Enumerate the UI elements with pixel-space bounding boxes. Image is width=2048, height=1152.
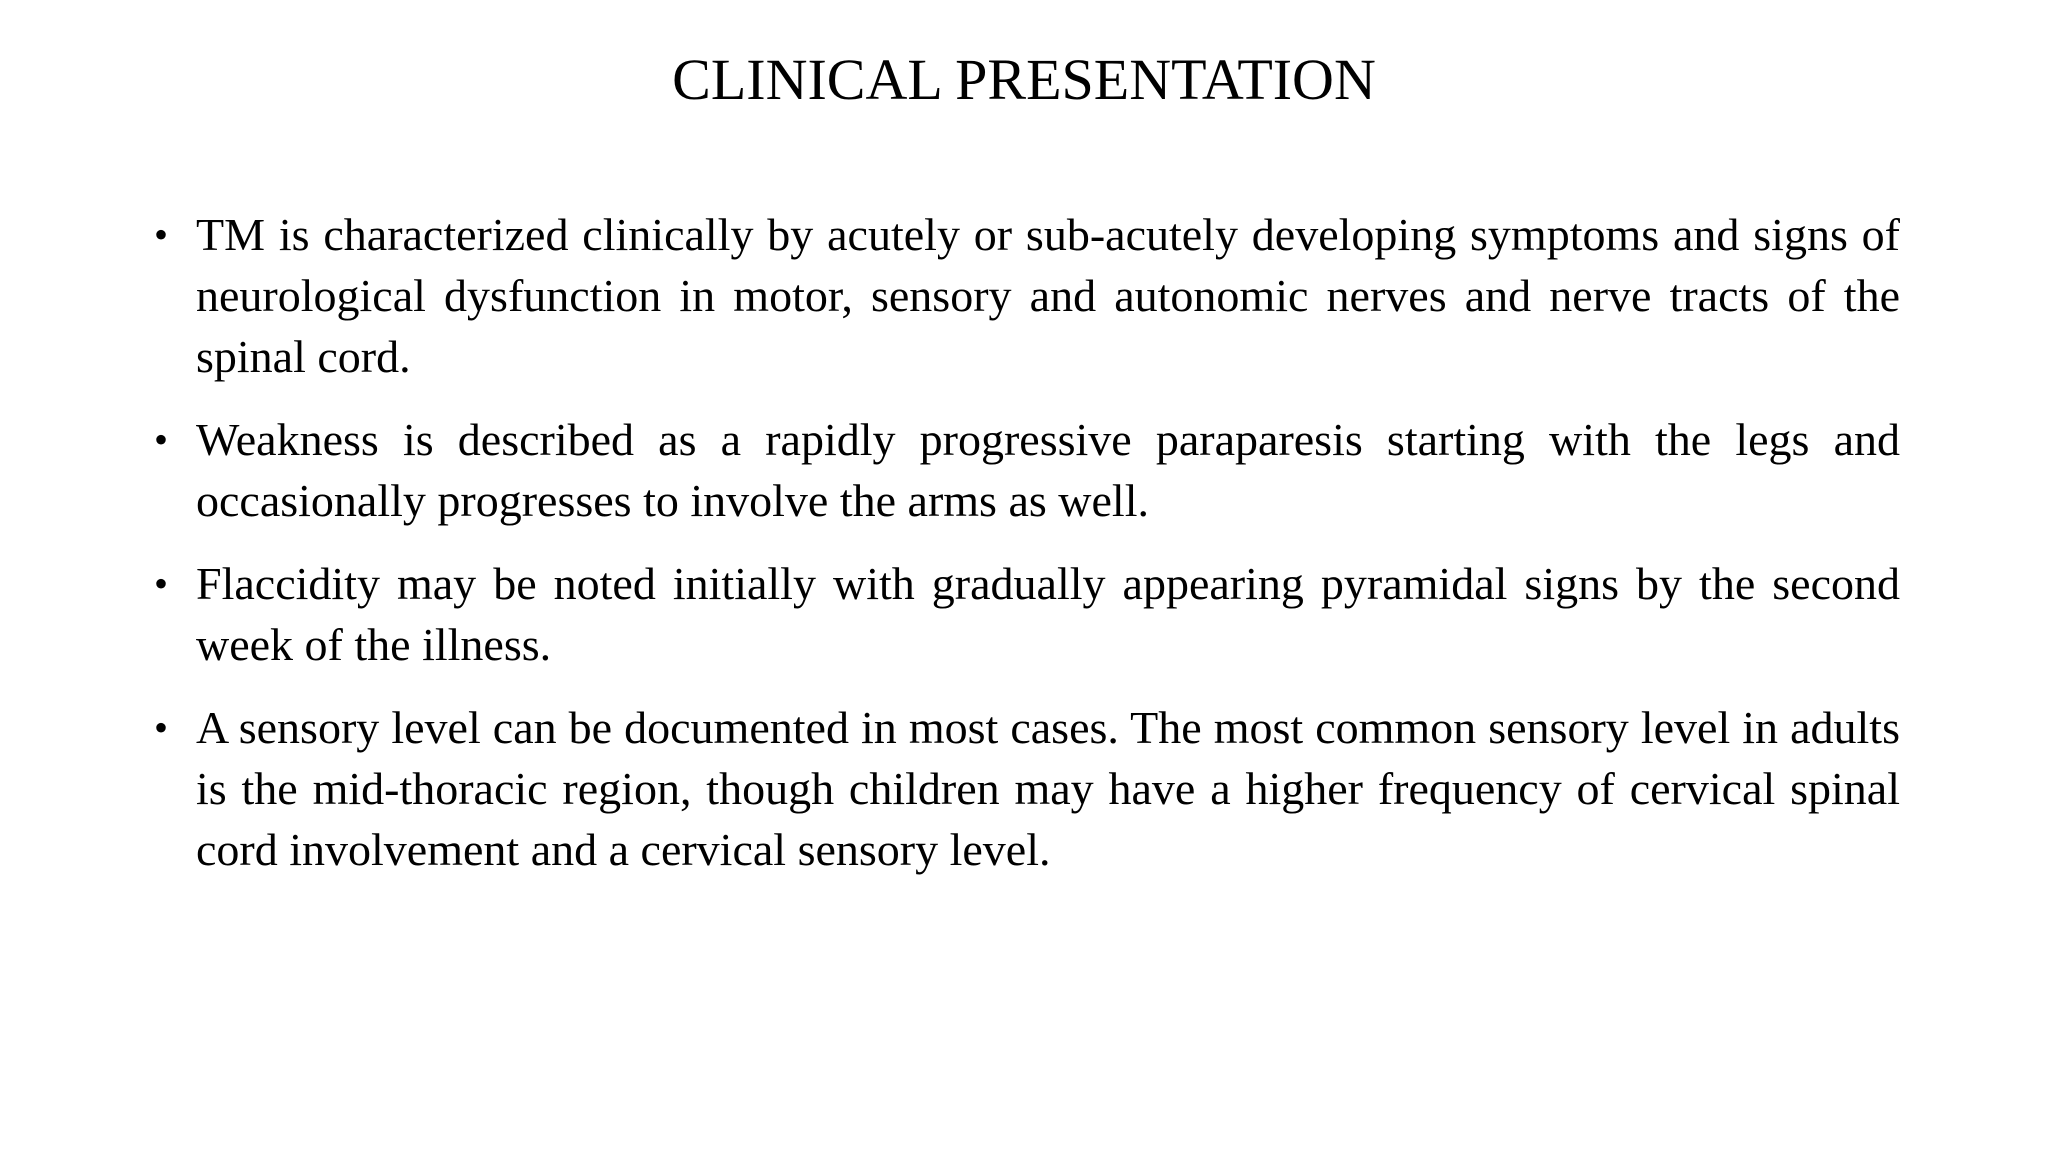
bullet-text: TM is characterized clinically by acutely or sub-acutely developing symptoms and signs of neurological dysfunction in motor, sensory and autonomic nerves and nerve tracts of the spinal cord.	[196, 209, 1900, 382]
bullet-item	[154, 697, 1900, 880]
bullet-list	[154, 204, 1900, 902]
bullet-item	[154, 204, 1900, 387]
bullet-item	[154, 553, 1900, 675]
bullet-dot-icon: •	[154, 212, 169, 257]
bullet-dot-icon: •	[154, 417, 169, 462]
bullet-text: Flaccidity may be noted initially with gradually appearing pyramidal signs by the second week of the illness.	[196, 558, 1900, 670]
bullet-item	[154, 409, 1900, 531]
bullet-text: A sensory level can be documented in most cases. The most common sensory level in adults is the mid-thoracic region, though children may have a higher frequency of cervical spinal cord involvement and a cervical sensory level.	[196, 702, 1900, 875]
bullet-text: Weakness is described as a rapidly progressive paraparesis starting with the legs and occasionally progresses to involve the arms as well.	[196, 414, 1900, 526]
bullet-dot-icon: •	[154, 705, 169, 750]
bullet-dot-icon: •	[154, 561, 169, 606]
slide-title: CLINICAL PRESENTATION	[672, 47, 1376, 112]
